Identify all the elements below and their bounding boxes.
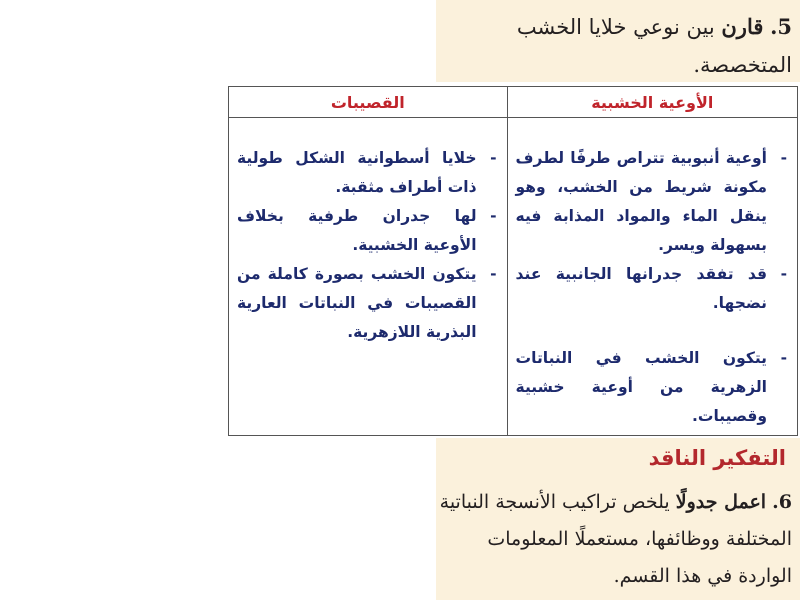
critical-thinking-title: التفكير الناقد <box>648 446 786 470</box>
question-6-text: يلخص تراكيب الأنسجة النباتية المختلفة ووظائفها، مستعملًا المعلومات الواردة في هذا القسم. <box>439 491 792 587</box>
header-tracheids: القصيبات <box>229 87 508 118</box>
question-5 <box>442 8 792 84</box>
question-6-number: 6. <box>772 491 792 513</box>
list-item: - خلايا أسطوانية الشكل طولية ذات أطراف مثقبة. <box>237 144 497 202</box>
table-header-row <box>229 87 798 118</box>
question-6 <box>432 484 792 595</box>
question-6-keyword: اعمل جدولًا <box>675 491 767 513</box>
tracheids-list <box>229 118 507 347</box>
list-item: - يتكون الخشب في النباتات الزهرية من أوعية خشبية وقصيبات. <box>516 344 787 431</box>
tracheids-cell <box>229 118 508 436</box>
question-5-text: بين نوعي خلايا الخشب المتخصصة. <box>516 15 792 77</box>
list-item: - أوعية أنبوبية تتراص طرفًا لطرف مكونة شريط من الخشب، وهو ينقل الماء والمواد المذابة فيه بسهولة ويسر. <box>516 144 787 260</box>
list-item: - قد تفقد جدرانها الجانبية عند نضجها. <box>516 260 787 318</box>
comparison-table <box>228 86 798 436</box>
vessels-list <box>508 118 797 431</box>
list-item: - لها جدران طرفية بخلاف الأوعية الخشبية. <box>237 202 497 260</box>
vessels-cell <box>507 118 797 436</box>
list-item: - يتكون الخشب بصورة كاملة من القصيبات في النباتات العارية البذرية اللازهرية. <box>237 260 497 347</box>
header-vessels: الأوعية الخشبية <box>507 87 797 118</box>
question-5-keyword: قارن <box>721 14 764 39</box>
table-row <box>229 118 798 436</box>
question-5-number: 5. <box>770 14 792 39</box>
